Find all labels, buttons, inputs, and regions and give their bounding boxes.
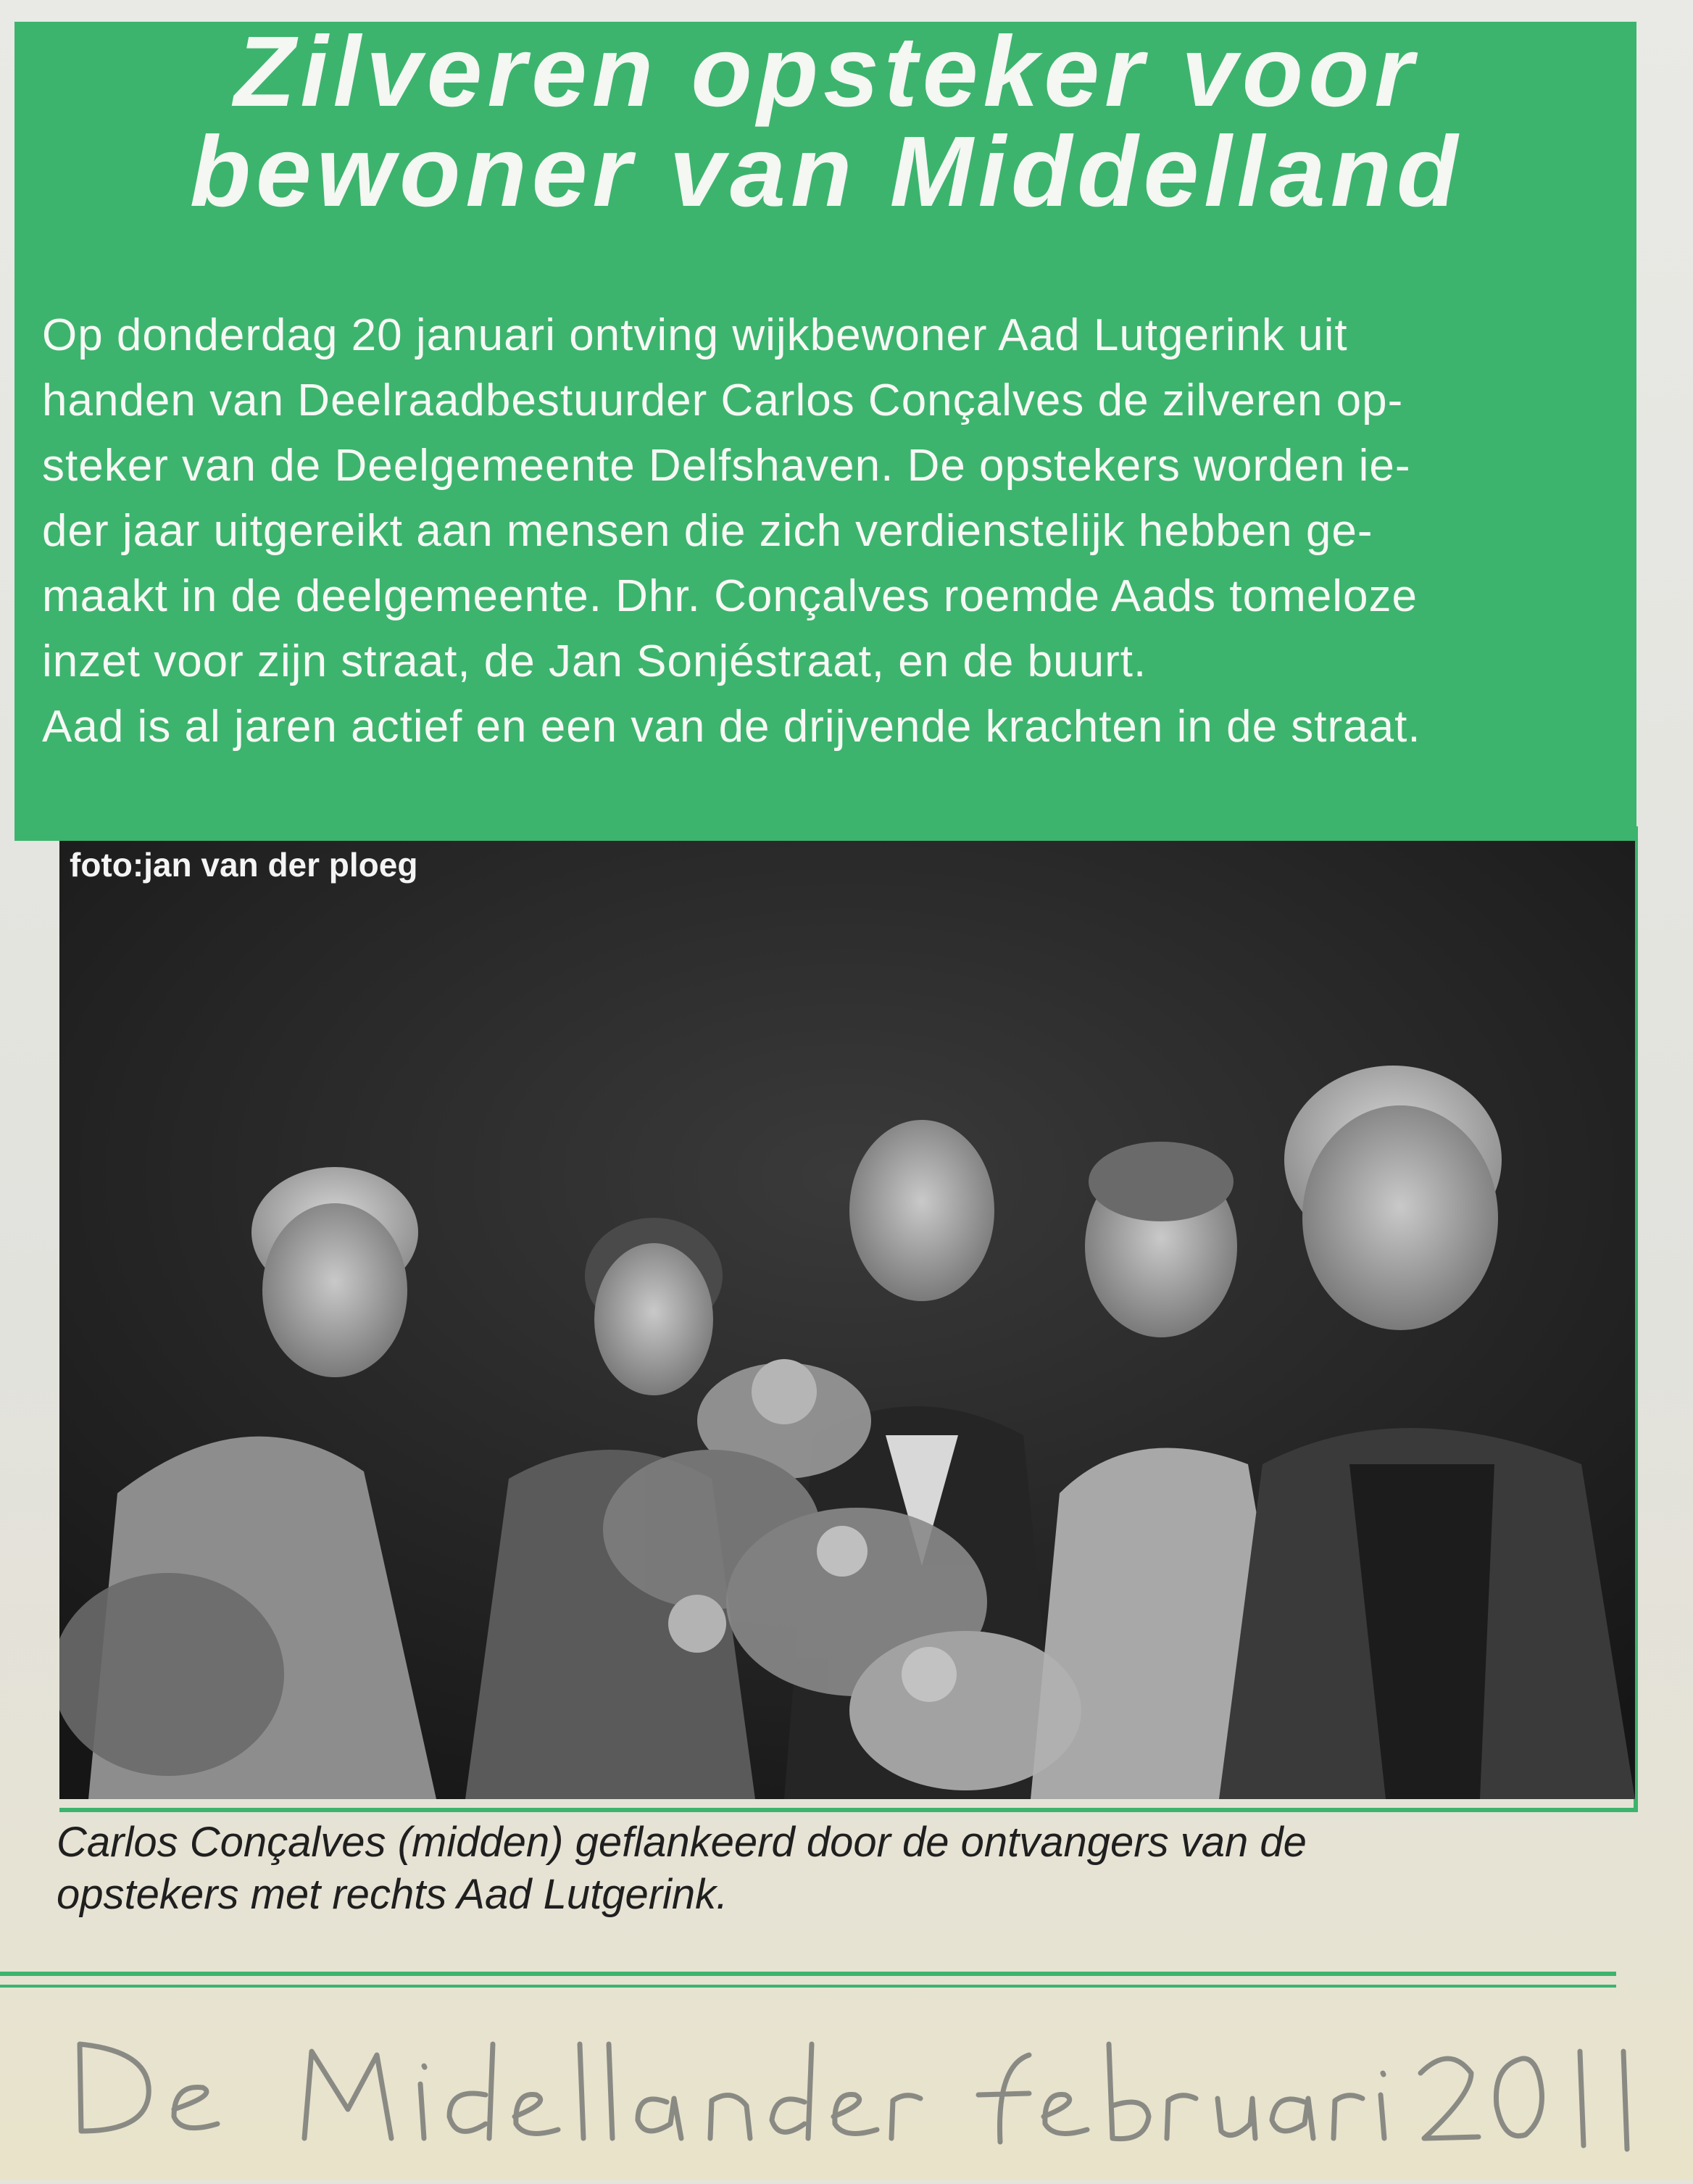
body-line: Aad is al jaren actief en een van de drijvende krachten in de straat.: [42, 702, 1421, 752]
headline-line-1: Zilveren opsteker voor: [233, 16, 1419, 128]
body-line: der jaar uitgereikt aan mensen die zich verdienstelijk hebben ge-: [42, 506, 1373, 556]
photo-caption: [57, 1816, 1636, 1921]
body-line: Op donderdag 20 januari ontving wijkbewoner Aad Lutgerink uit: [42, 310, 1348, 360]
body-line: maakt in de deelgemeente. Dhr. Conçalves roemde Aads tomeloze: [42, 571, 1418, 621]
article-headline: [43, 16, 1609, 228]
body-line: handen van Deelraadbestuurder Carlos Conçalves de zilveren op-: [42, 375, 1404, 425]
caption-line: opstekers met rechts Aad Lutgerink.: [57, 1871, 728, 1918]
green-frame-bottom: [59, 1808, 1636, 1812]
divider-line: [0, 1985, 1616, 1988]
caption-line: Carlos Conçalves (midden) geflankeerd door de ontvangers van de: [57, 1819, 1307, 1866]
photo-credit: foto:jan van der ploeg: [70, 846, 418, 884]
handwritten-note: [0, 2015, 1693, 2180]
group-photo: [59, 841, 1635, 1799]
handwritten-signature: [0, 2015, 1693, 2180]
article-body: [42, 303, 1607, 760]
body-line: inzet voor zijn straat, de Jan Sonjéstraat, en de buurt.: [42, 636, 1147, 686]
body-line: steker van de Deelgemeente Delfshaven. De opstekers worden ie-: [42, 441, 1411, 491]
headline-line-2: bewoner van Middelland: [189, 116, 1463, 228]
divider-line: [0, 1972, 1616, 1976]
